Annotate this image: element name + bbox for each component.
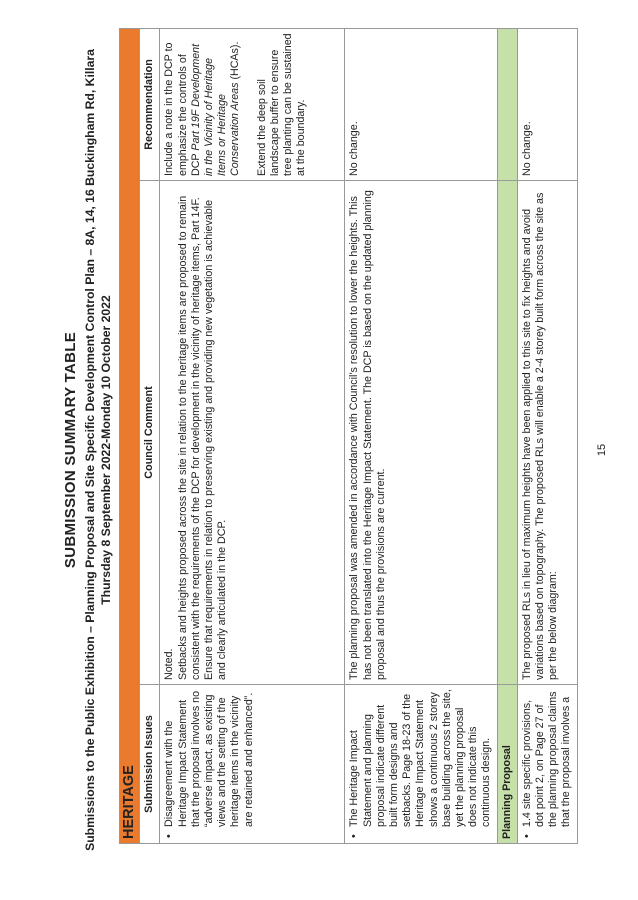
recommendation-text: Extend the deep soil landscape buffer to ensure tree planting can be sustained at the boundary. xyxy=(255,33,308,176)
bullet-icon: • xyxy=(520,834,533,838)
page-number: 15 xyxy=(596,443,608,457)
issue-cell xyxy=(160,685,345,844)
section-heading-row xyxy=(120,28,140,843)
table-row xyxy=(345,28,497,843)
page-subtitle: Submissions to the Public Exhibition – Planning Proposal and Site Specific Development Control Plan – 8A, 14, 16 Buckingham Rd, Killara xyxy=(83,49,97,851)
col-header-recommendation: Recommendation xyxy=(140,28,160,180)
bullet-icon: • xyxy=(348,834,361,838)
comment-cell xyxy=(160,181,345,685)
comment-line: Noted. xyxy=(163,648,176,680)
table-row xyxy=(160,28,345,843)
col-header-issues: Submission Issues xyxy=(140,685,160,844)
table-row xyxy=(517,28,577,843)
group-heading-row xyxy=(497,28,517,843)
group-heading: Planning Proposal xyxy=(497,685,517,844)
issue-cell xyxy=(345,685,497,844)
exhibition-dates: Thursday 8 September 2022-Monday 10 October 2022 xyxy=(99,295,113,605)
page-title: SUBMISSION SUMMARY TABLE xyxy=(62,331,79,569)
comment-cell: The planning proposal was amended in accordance with Council’s resolution to lower the heights. This has not been translated into the Heritage Impact Statement. The DCP is based on the updated planning proposal and thus the provisions are current. xyxy=(345,181,497,685)
section-heading: HERITAGE xyxy=(120,28,140,843)
col-header-comment: Council Comment xyxy=(140,181,160,685)
issue-cell xyxy=(517,685,577,844)
recommendation-cell xyxy=(160,28,345,180)
comment-line: Setbacks and heights proposed across the site in relation to the heritage items are proposed to remain consistent with the requirements of the DCP for development in the vicinity of heritage items, Part 14F. xyxy=(176,195,202,680)
recommendation-cell: No change. xyxy=(517,28,577,180)
bullet-icon: • xyxy=(163,834,176,838)
issue-text: 1.4 site specific provisions, dot point 2, on Page 27 of the planning proposal claims that the proposal involves a xyxy=(520,691,573,827)
issue-text: Disagreement with the Heritage Impact Statement that the proposal involves no “adverse impact, as existing views and the setting of the heritage items in the vicinity are retained and enhanced”. xyxy=(163,690,255,827)
submission-table xyxy=(119,28,578,844)
comment-line: Ensure that requirements in relation to preserving existing and providing new vegetation is achievable and clearly articulated in the DCP. xyxy=(203,199,229,680)
recommendation-text: Include a note in the DCP to emphasize the controls of DCP Part 19F Development in the Vicinity of Heritage Items or Heritage Conservation Areas (HCAs). xyxy=(163,41,242,176)
column-header-row xyxy=(140,28,160,843)
recommendation-cell: No change. xyxy=(345,28,497,180)
issue-text: The Heritage Impact Statement and planning proposal indicate different built form designs and setbacks. Page 18-23 of the Heritage Impact Statement shows a continuous 2 storey base building across the site, yet the planning proposal does not indicate this continuous design. xyxy=(348,689,493,827)
comment-cell: The proposed RLs in lieu of maximum heights have been applied to this site to fix heights and avoid variations based on topography. The proposed RLs will enable a 2-4 storey built form across the site as per the below diagram: xyxy=(517,181,577,685)
